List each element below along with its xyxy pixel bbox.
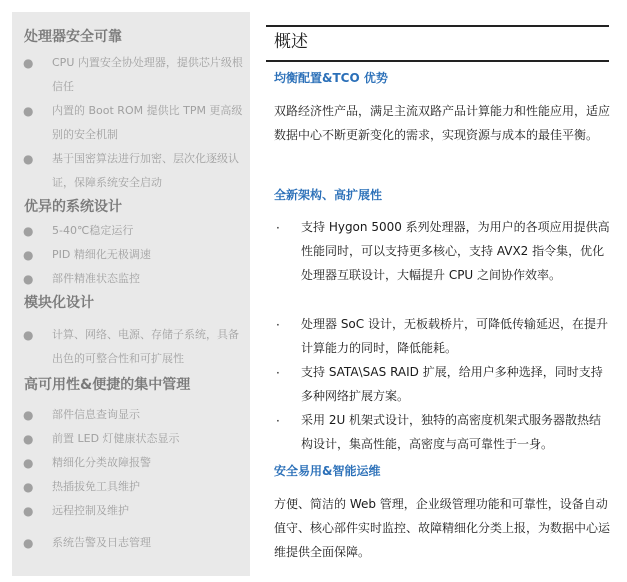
sidebar-item: CPU 内置安全协处理器，提供芯片级根信任 (52, 56, 243, 93)
bullet-icon: ● (23, 248, 34, 262)
sidebar-item: 系统告警及日志管理 (52, 536, 151, 549)
sidebar-section-title: 处理器安全可靠 (24, 29, 122, 45)
feature-item: 支持 SATA\SAS RAID 扩展，给用户多种选择，同时支持多种网络扩展方案。 (301, 365, 603, 403)
sidebar-item: 计算、网络、电源、存储子系统，具备出色的可整合性和可扩展性 (52, 328, 239, 365)
bullet-icon: · (276, 318, 280, 332)
feature-item: 采用 2U 机架式设计，独特的高密度机架式服务器散热结构设计，集高性能，高密度与高可靠性于一身。 (301, 413, 602, 451)
bullet-icon: ● (23, 224, 34, 238)
sidebar-item: 内置的 Boot ROM 提供比 TPM 更高级别的安全机制 (52, 104, 243, 141)
section-title: 全新架构、高扩展性 (274, 188, 383, 202)
sidebar-item: 远程控制及维护 (52, 504, 129, 517)
bullet-icon: · (276, 414, 280, 428)
feature-item: 支持 Hygon 5000 系列处理器，为用户的各项应用提供高性能同时，可以支持更多核心，支持 AVX2 指令集，优化处理器互联设计，大幅提升 CPU 之间协作效率。 (301, 220, 610, 282)
header-top-rule (266, 25, 609, 27)
sidebar-item: 基于国密算法进行加密、层次化逐级认证，保障系统安全启动 (52, 152, 239, 189)
bullet-icon: ● (23, 328, 34, 342)
bullet-icon: ● (23, 432, 34, 446)
sidebar-section-title: 模块化设计 (24, 295, 94, 311)
sidebar-item: PID 精细化无极调速 (52, 248, 151, 261)
section-title: 安全易用&智能运维 (274, 464, 381, 478)
sidebar-item: 前置 LED 灯健康状态显示 (52, 432, 180, 445)
feature-item: 处理器 SoC 设计，无板载桥片，可降低传输延迟，在提升计算能力的同时，降低能耗。 (301, 317, 608, 355)
feature-sidebar (12, 12, 250, 576)
section-paragraph: 双路经济性产品，满足主流双路产品计算能力和性能应用，适应数据中心不断更新变化的需求，实现资源与成本的最佳平衡。 (274, 104, 611, 142)
bullet-icon: ● (23, 408, 34, 422)
sidebar-item: 热插拔免工具维护 (52, 480, 140, 493)
bullet-icon: ● (23, 272, 34, 286)
section-paragraph: 方便、简洁的 Web 管理，企业级管理功能和可靠性，设备自动值守、核心部件实时监控、故障精细化分类上报，为数据中心运维提供全面保障。 (274, 497, 611, 559)
sidebar-item: 部件信息查询显示 (52, 408, 140, 421)
sidebar-item: 精细化分类故障报警 (52, 456, 151, 469)
sidebar-section-title: 高可用性&便捷的集中管理 (24, 377, 191, 393)
bullet-icon: ● (23, 504, 34, 518)
sidebar-item: 5-40℃稳定运行 (52, 224, 134, 237)
overview-panel (266, 0, 612, 582)
bullet-icon: ● (23, 536, 34, 550)
bullet-icon: ● (23, 104, 34, 118)
header-bottom-rule (266, 60, 609, 62)
bullet-icon: · (276, 366, 280, 380)
bullet-icon: ● (23, 480, 34, 494)
bullet-icon: · (276, 221, 280, 235)
sidebar-item: 部件精准状态监控 (52, 272, 140, 285)
section-title: 均衡配置&TCO 优势 (274, 71, 388, 85)
sidebar-section-title: 优异的系统设计 (24, 199, 122, 215)
page-title: 概述 (274, 32, 308, 52)
bullet-icon: ● (23, 152, 34, 166)
bullet-icon: ● (23, 56, 34, 70)
bullet-icon: ● (23, 456, 34, 470)
